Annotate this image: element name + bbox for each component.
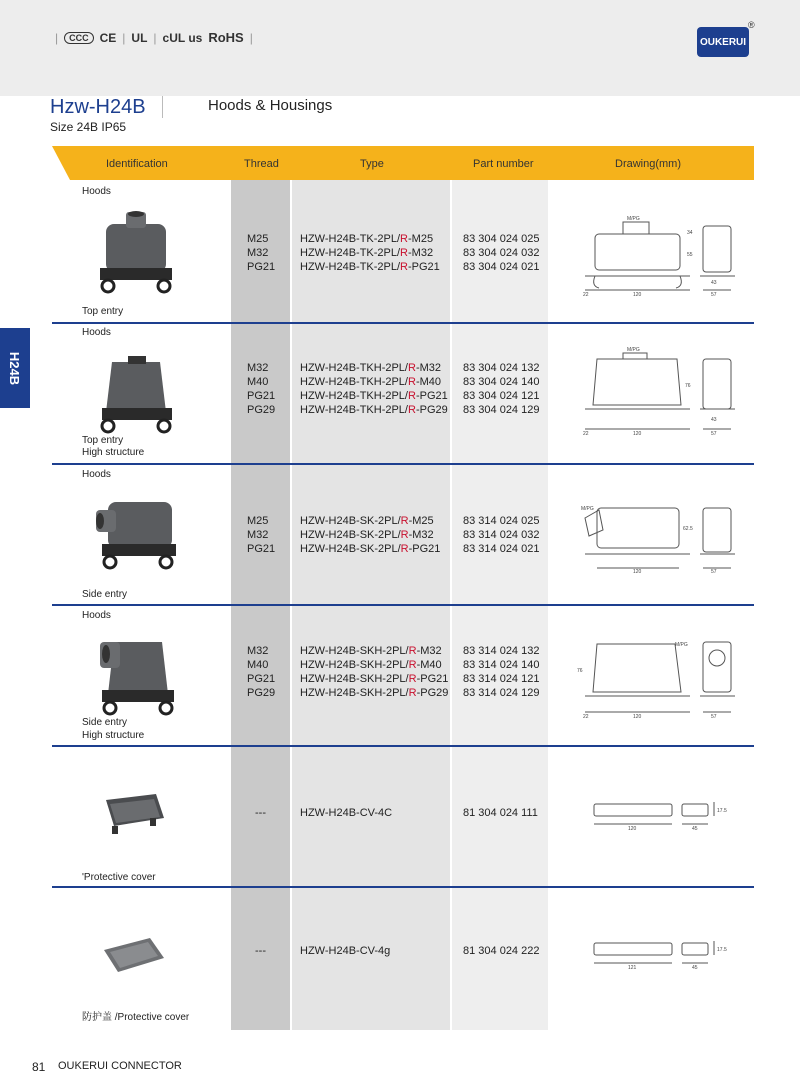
table-row: M32 HZW-H24B-TKH-2PL/R-M32 83 304 024 132 bbox=[247, 362, 540, 374]
page-number: 81 bbox=[32, 1060, 46, 1074]
dim-label: 22 bbox=[583, 431, 589, 437]
dim-label: 17.5 bbox=[717, 808, 727, 814]
row-title: Hoods bbox=[82, 469, 111, 480]
table-row: M40 HZW-H24B-TKH-2PL/R-M40 83 304 024 140 bbox=[247, 376, 540, 388]
dim-label: 22 bbox=[583, 714, 589, 720]
row-divider bbox=[52, 604, 754, 606]
header-drawing: Drawing(mm) bbox=[615, 158, 681, 170]
cul-mark-icon: cUL us bbox=[162, 30, 203, 45]
row-divider bbox=[52, 322, 754, 324]
table-row: M32 HZW-H24B-SKH-2PL/R-M32 83 314 024 132 bbox=[247, 645, 540, 657]
row-cells bbox=[231, 362, 561, 418]
dim-label: M/PG bbox=[581, 506, 594, 512]
dim-label: M/PG bbox=[627, 347, 640, 353]
header-part-number: Part number bbox=[473, 158, 534, 170]
page-title: Hzw-H24B bbox=[50, 96, 146, 118]
row-divider bbox=[52, 745, 754, 747]
ce-mark-icon: CE bbox=[99, 30, 117, 45]
protective-cover-4g-image bbox=[100, 932, 170, 982]
row-divider bbox=[52, 463, 754, 465]
table-row: M25 HZW-H24B-SK-2PL/R-M25 83 314 024 025 bbox=[247, 515, 540, 527]
dim-label: 57 bbox=[711, 292, 717, 296]
header-thread: Thread bbox=[244, 158, 279, 170]
table-row: PG21 HZW-H24B-TKH-2PL/R-PG21 83 304 024 121 bbox=[247, 390, 540, 402]
dim-label: 43 bbox=[711, 280, 717, 286]
dim-label: 57 bbox=[711, 714, 717, 720]
row-cells bbox=[231, 515, 561, 557]
row-title: Hoods bbox=[82, 327, 111, 338]
hood-top-entry-high-image bbox=[98, 348, 178, 438]
dim-label: M/PG bbox=[627, 216, 640, 222]
row-label: 防护盖 /Protective cover bbox=[82, 1012, 190, 1023]
drawing-top-entry-high bbox=[575, 345, 750, 437]
drawing-side-entry bbox=[575, 498, 750, 574]
row-label: Side entry bbox=[82, 589, 128, 600]
certification-marks: | CCC CE | UL | cUL us RoHS | bbox=[55, 30, 253, 45]
row-title: Hoods bbox=[82, 610, 111, 621]
row-label: High structure bbox=[82, 730, 145, 741]
drawing-cover-4g bbox=[590, 937, 740, 971]
ul-mark-icon: UL bbox=[131, 30, 148, 45]
dim-label: 62.5 bbox=[683, 526, 693, 532]
table-row: PG21 HZW-H24B-TK-2PL/R-PG21 83 304 024 021 bbox=[247, 261, 540, 273]
hood-side-entry-image bbox=[94, 492, 180, 574]
header-type: Type bbox=[360, 158, 384, 170]
brand-logo: OUKERUI bbox=[697, 27, 749, 57]
dim-label: 120 bbox=[628, 826, 637, 832]
dim-label: 55 bbox=[687, 252, 693, 258]
table-row: --- HZW-H24B-CV-4C 81 304 024 111 bbox=[255, 807, 538, 819]
table-row: --- HZW-H24B-CV-4g 81 304 024 222 bbox=[255, 945, 540, 957]
dim-label: 76 bbox=[577, 668, 583, 674]
table-row: PG21 HZW-H24B-SK-2PL/R-PG21 83 314 024 021 bbox=[247, 543, 540, 555]
drawing-side-entry-high bbox=[575, 632, 750, 720]
dim-label: 45 bbox=[692, 826, 698, 832]
header-identification: Identification bbox=[106, 158, 168, 170]
side-tab: H24B bbox=[0, 328, 30, 408]
registered-mark: ® bbox=[748, 20, 755, 30]
page-subtitle: Hoods & Housings bbox=[208, 97, 333, 114]
row-label: Top entry bbox=[82, 306, 124, 317]
row-label: 'Protective cover bbox=[82, 872, 156, 883]
hood-side-entry-high-image bbox=[98, 632, 180, 722]
row-cells bbox=[231, 945, 561, 959]
dim-label: 43 bbox=[711, 417, 717, 423]
footer-text: OUKERUI CONNECTOR bbox=[58, 1060, 182, 1072]
row-cells bbox=[231, 645, 561, 701]
row-cells bbox=[231, 807, 561, 821]
drawing-top-entry bbox=[575, 214, 750, 296]
dim-label: 17.5 bbox=[717, 947, 727, 953]
size-line: Size 24B IP65 bbox=[50, 120, 127, 134]
dim-label: 57 bbox=[711, 569, 717, 574]
dim-label: 45 bbox=[692, 965, 698, 971]
dim-label: 120 bbox=[633, 569, 642, 574]
table-row: M40 HZW-H24B-SKH-2PL/R-M40 83 314 024 140 bbox=[247, 659, 540, 671]
top-bar bbox=[0, 0, 800, 96]
table-row: PG29 HZW-H24B-TKH-2PL/R-PG29 83 304 024 129 bbox=[247, 404, 540, 416]
dim-label: 57 bbox=[711, 431, 717, 437]
row-label: Top entry bbox=[82, 435, 124, 446]
rohs-mark: RoHS bbox=[208, 30, 244, 45]
table-row: M32 HZW-H24B-SK-2PL/R-M32 83 314 024 032 bbox=[247, 529, 540, 541]
title-divider bbox=[162, 96, 163, 118]
drawing-cover-4c bbox=[590, 798, 740, 832]
dim-label: 120 bbox=[633, 292, 642, 296]
row-divider bbox=[52, 886, 754, 888]
row-label: High structure bbox=[82, 447, 145, 458]
hood-top-entry-image bbox=[98, 210, 178, 300]
protective-cover-4c-image bbox=[100, 790, 170, 838]
dim-label: 120 bbox=[633, 431, 642, 437]
table-row: M32 HZW-H24B-TK-2PL/R-M32 83 304 024 032 bbox=[247, 247, 540, 259]
dim-label: 76 bbox=[685, 383, 691, 389]
row-title: Hoods bbox=[82, 186, 111, 197]
dim-label: 22 bbox=[583, 292, 589, 296]
row-cells bbox=[231, 233, 561, 275]
row-label: Side entry bbox=[82, 717, 128, 728]
table-row: M25 HZW-H24B-TK-2PL/R-M25 83 304 024 025 bbox=[247, 233, 540, 245]
dim-label: 121 bbox=[628, 965, 637, 971]
table-row: PG29 HZW-H24B-SKH-2PL/R-PG29 83 314 024 129 bbox=[247, 687, 540, 699]
dim-label: 120 bbox=[633, 714, 642, 720]
dim-label: 34 bbox=[687, 230, 693, 236]
table-row: PG21 HZW-H24B-SKH-2PL/R-PG21 83 314 024 121 bbox=[247, 673, 540, 685]
dim-label: M/PG bbox=[675, 642, 688, 648]
ccc-mark-icon: CCC bbox=[64, 32, 94, 44]
